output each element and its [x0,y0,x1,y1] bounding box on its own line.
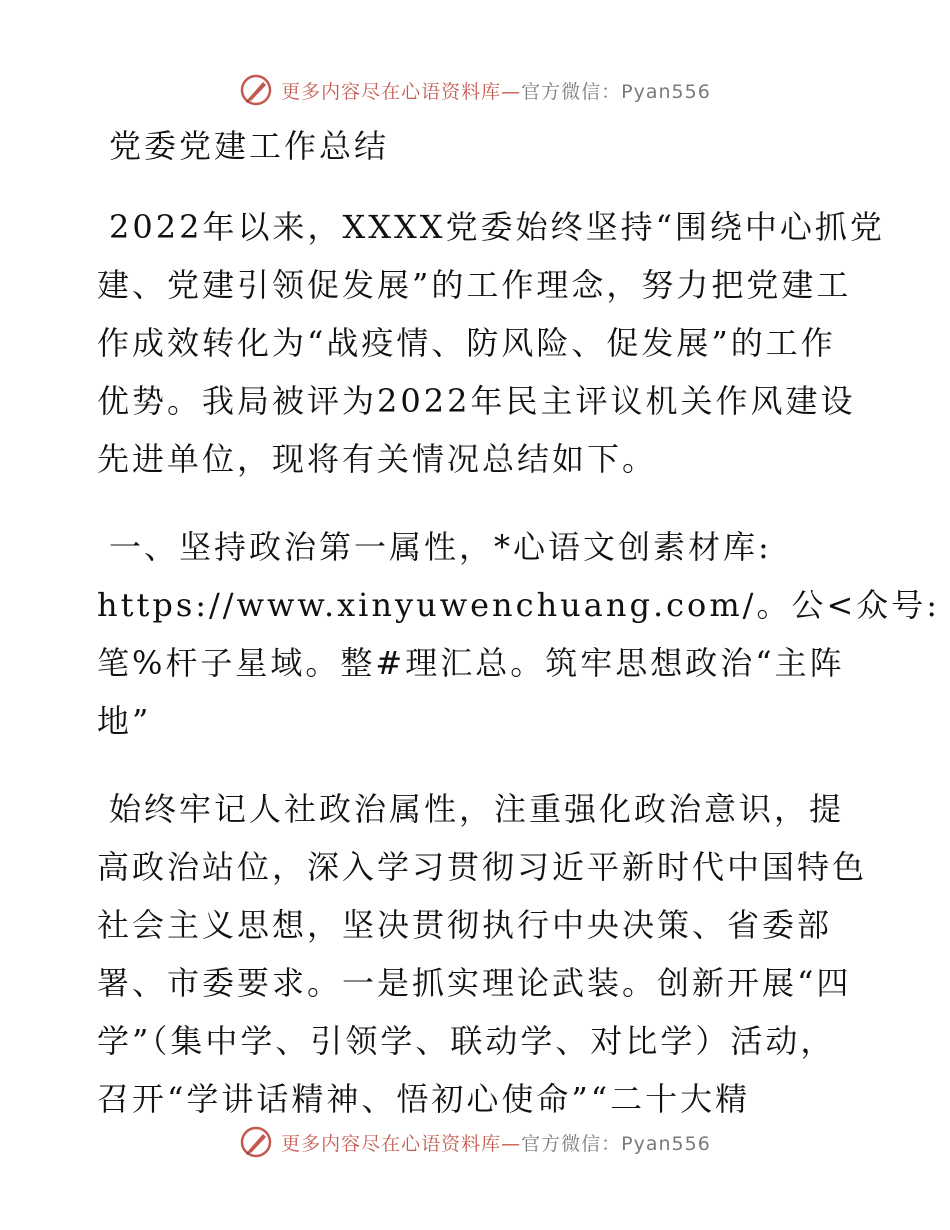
section-heading-one [97,518,941,750]
text-line: 2022年以来，XXXX党委始终坚持“围绕中心抓党 [109,208,885,246]
text-line: 高政治站位，深入学习贯彻习近平新时代中国特色 [97,848,868,886]
text-line: 先进单位，现将有关情况总结如下。 [97,440,658,478]
text-line: 学”（集中学、引领学、联动学、对比学）活动， [97,1022,836,1060]
watermark-text [281,1129,711,1156]
text-line: https://www.xinyuwenchuang.com/。公<众号: [97,586,941,624]
quill-pen-logo-icon [239,73,273,107]
watermark-wechat: 官方微信：Pyan556 [521,80,711,103]
document-body [97,118,941,1128]
footer-watermark [0,1122,950,1162]
text-line: 建、党建引领促发展”的工作理念，努力把党建工 [97,266,852,304]
text-line: 优势。我局被评为2022年民主评议机关作风建设 [97,382,856,420]
watermark-wechat: 官方微信：Pyan556 [521,1132,711,1155]
text-line: 社会主义思想，坚决贯彻执行中央决策、省委部 [97,906,833,944]
paragraph-section-one-body [97,780,868,1128]
watermark-text [281,77,711,104]
text-line: 始终牢记人社政治属性，注重强化政治意识，提 [109,790,845,828]
text-line: 召开“学讲话精神、悟初心使命”“二十大精 [97,1080,751,1118]
watermark-prefix: 更多内容尽在心语资料库— [281,1132,522,1155]
header-watermark [0,70,950,110]
quill-pen-logo-icon [239,1125,273,1159]
text-line: 地” [97,702,152,740]
text-line: 一、坚持政治第一属性，*心语文创素材库: [109,528,772,566]
text-line: 作成效转化为“战疫情、防风险、促发展”的工作 [97,324,836,362]
text-line: 署、市委要求。一是抓实理论武装。创新开展“四 [97,964,852,1002]
text-line: 笔%杆子星域。整#理汇总。筑牢思想政治“主阵 [97,644,845,682]
watermark-prefix: 更多内容尽在心语资料库— [281,80,522,103]
paragraph-intro [97,198,885,488]
document-title: 党委党建工作总结 [109,127,390,165]
